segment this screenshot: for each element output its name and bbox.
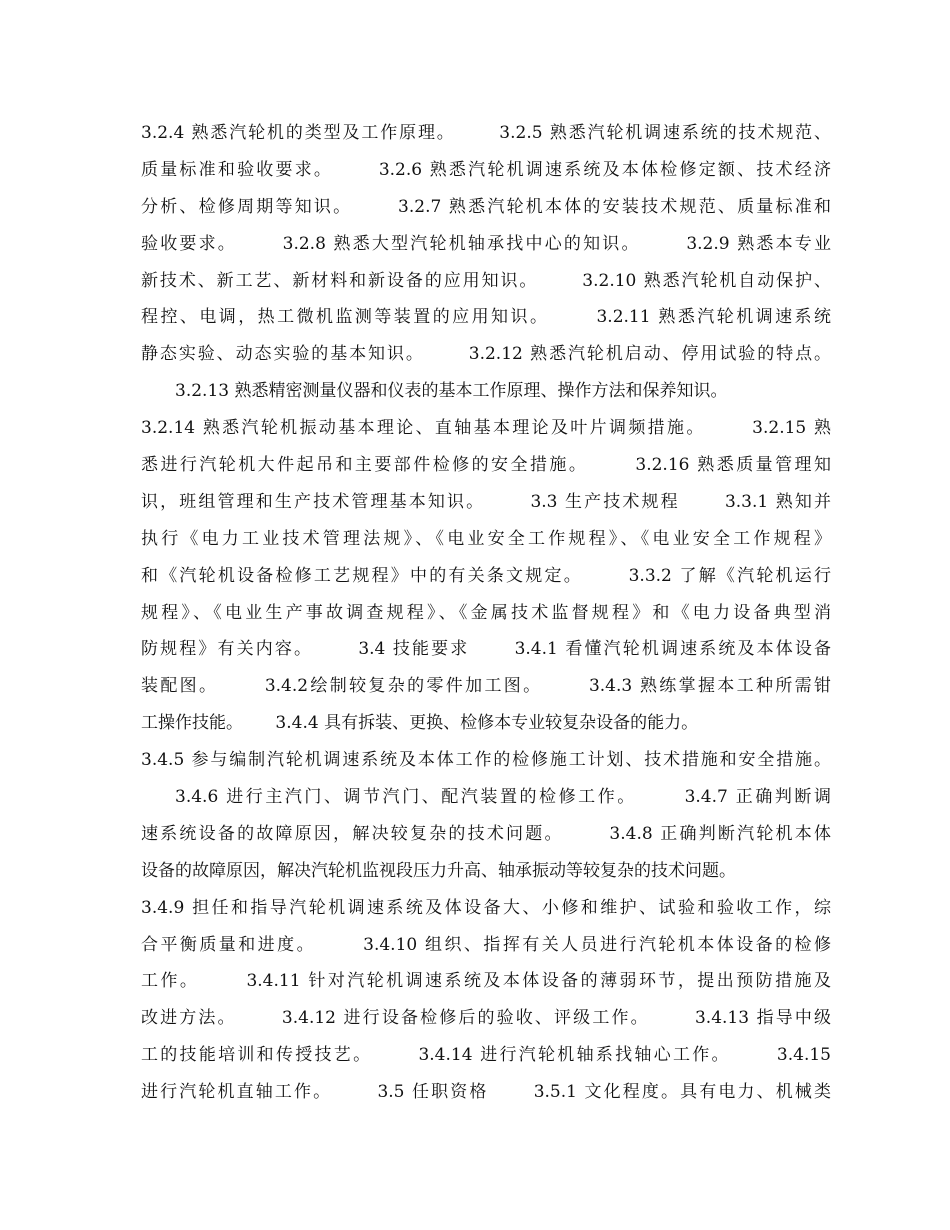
text-line: 防规程》有关内容。 3.4 技能要求 3.4.1 看懂汽轮机调速系统及本体设备 bbox=[141, 639, 831, 660]
text-line: 3.2.4 熟悉汽轮机的类型及工作原理。 3.2.5 熟悉汽轮机调速系统的技术规范、 bbox=[141, 123, 831, 143]
text-line: 质量标准和验收要求。 3.2.6 熟悉汽轮机调速系统及本体检修定额、技术经济 bbox=[141, 159, 831, 180]
body-text bbox=[141, 115, 831, 1111]
text-line: 装配图。 3.4.2绘制较复杂的零件加工图。 3.4.3 熟练掌握本工种所需钳 bbox=[141, 676, 831, 697]
text-line: 执行《电力工业技术管理法规》、《电业安全工作规程》、《电业安全工作规程》 bbox=[141, 528, 831, 549]
text-line: 悉进行汽轮机大件起吊和主要部件检修的安全措施。 3.2.16 熟悉质量管理知 bbox=[141, 455, 831, 476]
text-line: 和《汽轮机设备检修工艺规程》中的有关条文规定。 3.3.2 了解《汽轮机运行 bbox=[141, 565, 831, 586]
text-line: 工作。 3.4.11 针对汽轮机调速系统及本体设备的薄弱环节，提出预防措施及 bbox=[141, 971, 831, 992]
text-line: 改进方法。 3.4.12 进行设备检修后的验收、评级工作。 3.4.13 指导中级 bbox=[141, 1008, 831, 1029]
text-line: 验收要求。 3.2.8 熟悉大型汽轮机轴承找中心的知识。 3.2.9 熟悉本专业 bbox=[141, 233, 831, 254]
text-line: 3.4.6 进行主汽门、调节汽门、配汽装置的检修工作。 3.4.7 正确判断调 bbox=[175, 787, 831, 808]
text-line: 规程》、《电业生产事故调查规程》、《金属技术监督规程》和《电力设备典型消 bbox=[141, 602, 831, 623]
text-line: 工操作技能。 3.4.4 具有拆装、更换、检修本专业较复杂设备的能力。 bbox=[141, 713, 699, 734]
text-line: 工的技能培训和传授技艺。 3.4.14 进行汽轮机轴系找轴心工作。 3.4.15 bbox=[141, 1045, 831, 1066]
text-line: 合平衡质量和进度。 3.4.10 组织、指挥有关人员进行汽轮机本体设备的检修 bbox=[141, 934, 831, 955]
text-line: 速系统设备的故障原因，解决较复杂的技术问题。 3.4.8 正确判断汽轮机本体 bbox=[141, 823, 831, 844]
text-line: 3.4.5 参与编制汽轮机调速系统及本体工作的检修施工计划、技术措施和安全措施。 bbox=[141, 750, 831, 771]
text-line: 3.2.14 熟悉汽轮机振动基本理论、直轴基本理论及叶片调频措施。 3.2.15 熟 bbox=[141, 418, 831, 439]
text-line: 3.4.9 担任和指导汽轮机调速系统及体设备大、小修和维护、试验和验收工作，综 bbox=[141, 897, 831, 918]
text-line: 新技术、新工艺、新材料和新设备的应用知识。 3.2.10 熟悉汽轮机自动保护、 bbox=[141, 270, 831, 291]
text-line: 进行汽轮机直轴工作。 3.5 任职资格 3.5.1 文化程度。具有电力、机械类 bbox=[141, 1082, 831, 1103]
text-line: 静态实验、动态实验的基本知识。 3.2.12 熟悉汽轮机启动、停用试验的特点。 bbox=[141, 344, 831, 365]
text-line: 3.2.13 熟悉精密测量仪器和仪表的基本工作原理、操作方法和保养知识。 bbox=[175, 381, 728, 402]
text-line: 程控、电调，热工微机监测等装置的应用知识。 3.2.11 熟悉汽轮机调速系统 bbox=[141, 307, 831, 328]
text-line: 分析、检修周期等知识。 3.2.7 熟悉汽轮机本体的安装技术规范、质量标准和 bbox=[141, 196, 831, 217]
text-line: 设备的故障原因，解决汽轮机监视段压力升高、轴承振动等较复杂的技术问题。 bbox=[141, 860, 736, 881]
text-line: 识，班组管理和生产技术管理基本知识。 3.3 生产技术规程 3.3.1 熟知并 bbox=[141, 491, 831, 512]
